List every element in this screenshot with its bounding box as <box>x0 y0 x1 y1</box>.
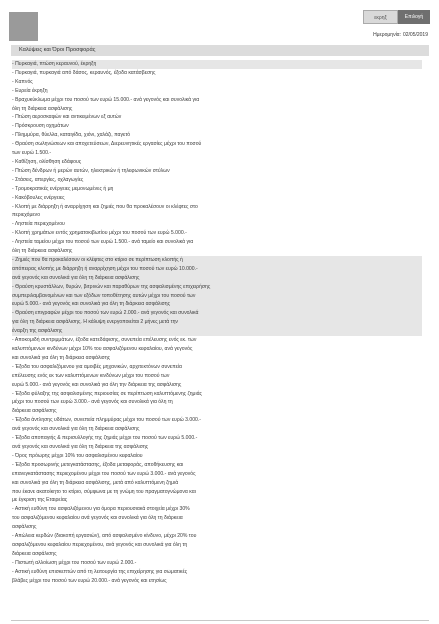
coverage-line: - Κλοπή χρημάτων εντός χρηματοκιβωτίου μέχρι του ποσού των ευρώ 5.000.- <box>12 230 187 237</box>
coverage-line: - Ευρεία έκρηξη <box>12 87 48 94</box>
coverage-line: - Τρομοκρατικές ενέργειες μεμονωμένες ή μη <box>12 185 114 192</box>
coverage-line: - Κλοπή με διάρρηξη ή αναρρίχηση και ζημιές που θα προκαλέσουν οι κλέφτες στο <box>12 203 198 210</box>
coverage-line: - Θραύση σωληνώσεων και αποχετεύσεων, Διερευνητικές εργασίες μέχρι του ποσού <box>12 141 202 148</box>
coverage-line: με έγκριση της Εταιρείας <box>12 497 68 504</box>
coverage-line: - Αστική ευθύνη επισκεπτών από τη λειτουργία της επιχείρησης για σωματικές <box>12 568 188 575</box>
coverage-list <box>12 60 422 585</box>
coverage-line: του ασφαλιζόμενου κεφαλαίου ανά γεγονός και συνολικά για όλη τη διάρκεια <box>12 515 183 522</box>
coverage-line: - Πυρκαγιά, πυρκαγιά από δάσος, κεραυνός, έξοδα κατάσβεσης <box>12 69 156 76</box>
logo-left-part: εκρηξ <box>363 10 398 24</box>
section-title: Καλύψεις και Όροι Προσφοράς <box>19 47 96 53</box>
coverage-line: βλάβες μέχρι του ποσού των ευρώ 20.000.- ανά γεγονός και ετησίως <box>12 577 167 584</box>
coverage-line: όλη τη διάρκεια ασφάλισης <box>12 105 73 112</box>
coverage-line: - Ληστεία ταμείου μέχρι του ποσού των ευρώ 1.500.- ανά ταμείο και συνολικά για <box>12 239 194 246</box>
coverage-line: ανά γεγονός και συνολικά για όλη τη διάρκεια ασφάλισης <box>12 274 422 283</box>
coverage-line: των ευρώ 1.500.- <box>12 150 52 157</box>
logo-right-part: Επιλογή <box>398 10 430 24</box>
coverage-line: - Ληστεία περιεχομένου <box>12 221 65 228</box>
coverage-line: - Θραύση κρυστάλλων, θυρών, βιτρινών και παραθύρων της ασφαλισμένης επιχειρήσης <box>12 283 422 292</box>
section-header <box>11 45 429 56</box>
coverage-line: όλη τη διάρκεια ασφάλισης <box>12 248 73 255</box>
date-label: Ημερομηνία: <box>373 32 401 38</box>
coverage-line: - Αστική ευθύνη του ασφαλιζόμενου για όμορα περιουσιακά στοιχεία μέχρι 30% <box>12 506 190 513</box>
coverage-line: ασφαλιζόμενου κεφαλαίου περιεχομένου, ανά γεγονός και συνολικά για όλη τη <box>12 541 188 548</box>
coverage-line: - Έξοδα άντλησης υδάτων, συνεπεία πλημμύρας μέχρι του ποσού των ευρώ 3.000.- <box>12 417 201 424</box>
coverage-line: - Πιστωτή αλλοίωση μέχρι του ποσού των ευρώ 2.000.- <box>12 559 137 566</box>
date-value: 02/05/2019 <box>402 32 428 38</box>
coverage-line: - Βραχυκύκλωμα μέχρι του ποσού των ευρώ 15.000.- ανά γεγονός και συνολικά για <box>12 96 200 103</box>
coverage-line: καλυπτόμενων κινδύνων μέχρι 10% του ασφαλιζόμενου κεφαλαίου, ανά γεγονός <box>12 346 193 352</box>
coverage-line: - Πρόσκρουση οχημάτων <box>12 123 69 130</box>
coverage-line: απόπειρας κλοπής με διάρρηξη ή αναρρίχηση μέχρι του ποσού των ευρώ 10.000.- <box>12 265 422 274</box>
coverage-line: έναρξη της ασφάλισης <box>12 327 422 336</box>
coverage-line: που έκανε ακατοίκητο το κτίριο, σύμφωνα με τη γνώμη του πραγματογνώμονα και <box>12 488 196 495</box>
coverage-line: επέλευσης ενός εκ των καλυπτόμενων κινδύνων μέχρι του ποσού των <box>12 372 170 379</box>
coverage-line: ευρώ 5.000.- ανά γεγονός και συνολικά για όλη την διάρκεια της ασφάλισης <box>12 381 182 388</box>
coverage-line: - Απώλεια κερδών (διακοπή εργασιών), από ασφαλισμένο κίνδυνο, μέχρι 20% του <box>12 533 197 540</box>
coverage-line: μέχρι του ποσού των ευρώ 3.000.- ανά γεγονός και συνολικά για όλη τη <box>12 399 173 406</box>
coverage-line: - Έξοδα αποπαγιής & περισυλλογής της ζημιάς μέχρι του ποσού των ευρώ 5.000.- <box>12 435 198 442</box>
coverage-line: - Αποκομιδή συντριμμάτων, έξοδα κατεδάφισης, συνεπεία επέλευσης ενός εκ. των <box>12 337 197 344</box>
coverage-line: - Καθίζηση, ολίσθηση εδάφους <box>12 158 82 165</box>
date-line <box>371 32 428 38</box>
coverage-line: και συνολικά για όλη τη διάρκεια ασφάλισης, μετά από καλυπτόμενη ζημιά <box>12 479 179 486</box>
coverage-line: περιεχόμενο <box>12 212 41 219</box>
coverage-line: ευρώ 5.000.- ανά γεγονός και συνολικά για όλη τη διάρκεια ασφάλισης <box>12 300 422 309</box>
coverage-line: - Ζημιές που θα προκαλέσουν οι κλέφτες στο κτίριο σε περίπτωση κλοπής ή <box>12 256 422 265</box>
coverage-line: - Πυρκαγιά, πτώση κεραυνού, έκρηξη <box>12 60 422 69</box>
coverage-line: - Στάσεις, απεργίες, οχλαγωγίες <box>12 176 84 183</box>
coverage-line: - Πλημμύρα, θύελλα, καταιγίδα, χιόνι, χαλάζι, παγετό <box>12 132 131 139</box>
gray-logo-block <box>9 12 38 41</box>
coverage-line: - Καπνός <box>12 78 33 85</box>
brand-logo <box>363 10 430 24</box>
coverage-line: επανεγκατάστασης περιεχομένου μέχρι του ποσού των ευρώ 3.000.- ανά γεγονός <box>12 470 196 477</box>
coverage-line: - Πτώση αεροσκαφών και αντικειμένων εξ αυτών <box>12 114 122 121</box>
coverage-line: - Έξοδα προσωρινής μετεγκατάστασης, έξοδα μεταφοράς, αποθήκευσης και <box>12 461 184 468</box>
coverage-line: διάρκεια ασφάλισης <box>12 550 57 557</box>
coverage-line: ανά γεγονός και συνολικά για όλη τη διάρκεια της ασφάλισης <box>12 443 149 450</box>
coverage-line: και συνολικά για όλη τη διάρκεια ασφάλισης <box>12 354 111 361</box>
coverage-line: - Έξοδα φύλαξης της ασφαλισμένης περιουσίας σε περίπτωση καλυπτόμενης ζημιάς <box>12 390 202 397</box>
coverage-line: συμπεριλαμβανομένων και των εξόδων τοποθέτησης αυτών μέχρι του ποσού των <box>12 292 422 301</box>
coverage-line: για όλη τη διάρκεια ασφάλισης. Η κάλυψη ενεργοποιείται 2 μήνες μετά την <box>12 318 422 327</box>
coverage-line: - Έξοδα του ασφαλιζόμενου για αμοιβές μηχανικών, αρχιτεκτόνων συνεπεία <box>12 363 182 370</box>
coverage-line: ανά γεγονός και συνολικά για όλη τη διάρκεια ασφάλισης <box>12 426 140 433</box>
coverage-line: - Θραύση επιγραφών μέχρι του ποσού των ευρώ 2.000.- ανά γεγονός και συνολικά <box>12 309 422 318</box>
coverage-line: ασφάλισης <box>12 524 37 531</box>
coverage-line: - Πτώση δένδρων ή μερών αυτών, ηλεκτρικών ή τηλεφωνικών στύλων <box>12 167 170 174</box>
coverage-line: - Κακόβουλες ενέργειες <box>12 194 65 201</box>
bottom-divider <box>11 620 429 621</box>
coverage-line: διάρκεια ασφάλισης <box>12 408 57 415</box>
coverage-line: - Όρος πρόωρης μέχρι 10% του ασφαλισμένου κεφαλαίου <box>12 452 143 459</box>
